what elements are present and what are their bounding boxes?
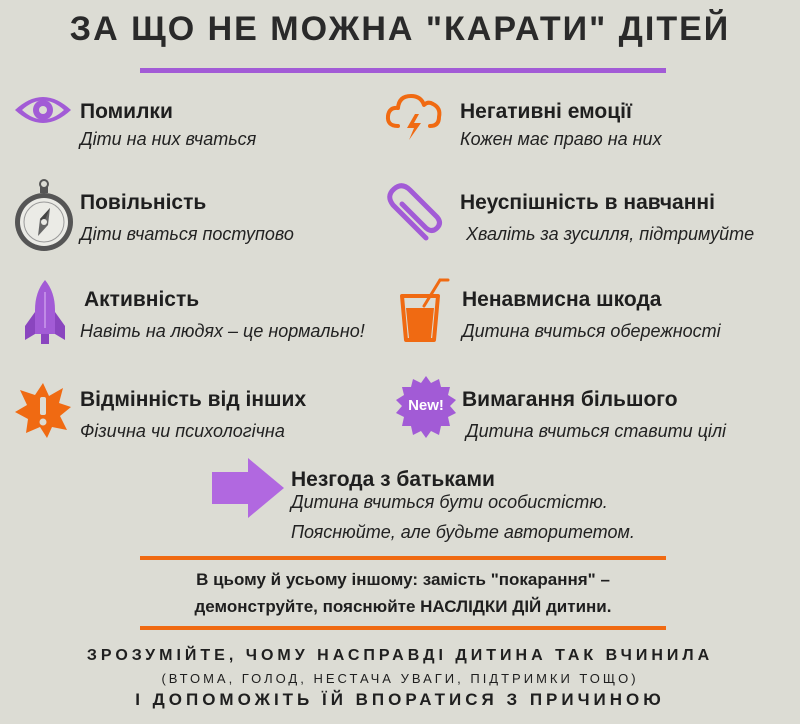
item-title-disagreement: Незгода з батьками [291, 468, 495, 491]
summary-bottom-divider [140, 626, 666, 630]
item-subtitle-slowness: Діти вчаться поступово [80, 224, 294, 244]
item-title-demanding-more: Вимагання більшого [462, 388, 678, 411]
item-subtitle-accidental-damage: Дитина вчиться обережності [462, 321, 721, 341]
item-subtitle-activity: Навіть на людях – це нормально! [80, 321, 365, 341]
title-divider [140, 68, 666, 73]
paperclip-icon [380, 180, 446, 248]
item-subtitle-negative-emotions: Кожен має право на них [460, 129, 662, 149]
item-title-negative-emotions: Негативні емоції [460, 100, 632, 123]
item-title-slowness: Повільність [80, 191, 207, 214]
warning-burst-icon [14, 381, 72, 439]
item-subtitle-academic-failure: Хваліть за зусилля, підтримуйте [466, 224, 755, 244]
summary-top-divider [140, 556, 666, 560]
summary-line-1: В цьому й усьому іншому: замість "покарання" – [196, 570, 610, 589]
item-subtitle-difference: Фізична чи психологічна [80, 421, 285, 441]
drink-glass-icon [396, 276, 452, 346]
arrow-right-icon [210, 456, 286, 520]
item-title-difference: Відмінність від інших [80, 388, 307, 411]
footer-line-2: (ВТОМА, ГОЛОД, НЕСТАЧА УВАГИ, ПІДТРИМКИ ТОЩО) [161, 671, 639, 686]
item-subtitle-mistakes: Діти на них вчаться [80, 129, 257, 149]
summary-line-2: демонструйте, пояснюйте НАСЛІДКИ ДІЙ дитини. [194, 597, 612, 616]
rocket-icon [20, 278, 70, 346]
new-badge-label: New! [408, 397, 444, 414]
footer-line-1: ЗРОЗУМІЙТЕ, ЧОМУ НАСПРАВДІ ДИТИНА ТАК ВЧИНИЛА [86, 647, 714, 664]
item-title-accidental-damage: Ненавмисна шкода [462, 288, 662, 311]
item-subtitle-disagreement: Дитина вчиться бути особистістю. [291, 492, 608, 512]
item-subtitle-demanding-more: Дитина вчиться ставити цілі [466, 421, 727, 441]
item-title-mistakes: Помилки [80, 100, 173, 123]
storm-cloud-icon [384, 88, 444, 142]
item-subtitle-disagreement-2: Пояснюйте, але будьте авторитетом. [291, 522, 635, 542]
footer-line-3: І ДОПОМОЖІТЬ ЇЙ ВПОРАТИСЯ З ПРИЧИНОЮ [135, 690, 665, 709]
new-badge [394, 375, 458, 439]
item-title-academic-failure: Неуспішність в навчанні [460, 191, 715, 214]
eye-icon [12, 88, 74, 132]
page-title: ЗА ЩО НЕ МОЖНА "КАРАТИ" ДІТЕЙ [69, 10, 731, 48]
compass-icon [12, 178, 76, 254]
item-title-activity: Активність [84, 288, 200, 311]
